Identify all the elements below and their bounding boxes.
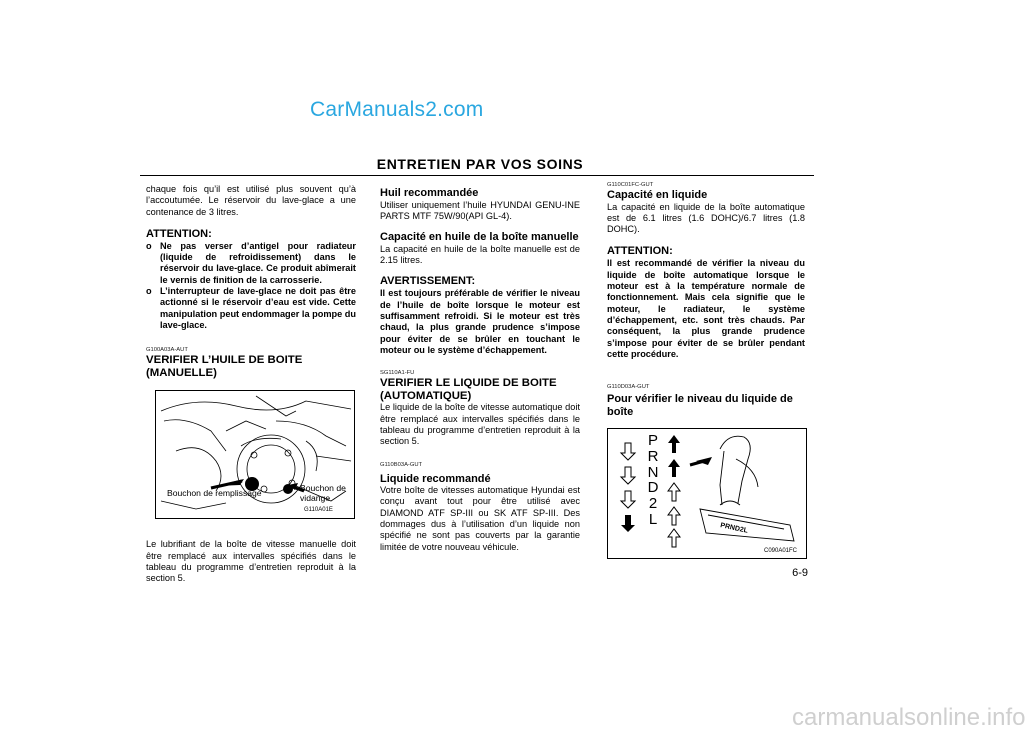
warning-paragraph: Il est toujours préférable de vérifier le niveau de l’huile de boîte lorsque le moteur est suffisamment refroidi. Si le moteur est très chaud, la plus grande prudence s’impose pour éviter de se brûler en touchant le moteur ou le système d’échappement. — [380, 288, 580, 355]
title-rule — [140, 175, 814, 176]
selector-figure — [607, 428, 807, 559]
dipstick-letters: PRND2L — [719, 522, 749, 535]
figure-caption-paragraph: Le lubrifiant de la boîte de vitesse manuelle doit être remplacé aux intervalles spécifiés dans le tableau du programme d’entretien reproduit à la section 5. — [146, 539, 356, 584]
column-3 — [607, 182, 805, 418]
check-level-heading: Pour vérifier le niveau du liquide de boîte — [607, 393, 793, 418]
gear-r: R — [647, 447, 659, 465]
gearbox-figure — [155, 390, 355, 519]
figure-code: G110A01E — [304, 507, 333, 513]
gear-2: 2 — [648, 495, 658, 513]
selector-figure-code: C090A01FC — [764, 548, 798, 554]
page-title: ENTRETIEN PAR VOS SOINS — [376, 156, 584, 172]
attention-item: o Ne pas verser d’antigel pour radiateur (liquide de refroidissement) dans le réservoir du lave-glace. Ce produit abîmerait le vernis de finition de la carrosserie. — [146, 240, 356, 285]
check-level-code: G110D03A-GUT — [607, 384, 650, 391]
watermark: CarManuals2.com — [310, 98, 484, 121]
auto-section-code: SG110A1-FU — [380, 370, 415, 377]
oil-heading: Huil recommandée — [380, 187, 479, 199]
column-2 — [380, 187, 580, 553]
oil-paragraph: Utiliser uniquement l’huile HYUNDAI GENU-INE PARTS MTF 75W/90(API GL-4). — [380, 199, 580, 221]
attention-list — [146, 241, 356, 331]
auto-section-heading: VERIFIER LE LIQUIDE DE BOITE (AUTOMATIQUE) — [380, 377, 557, 402]
gear-n: N — [647, 463, 659, 481]
liquid-code: G110B03A-GUT — [380, 461, 423, 468]
attention-paragraph-2: Il est recommandé de vérifier la niveau du liquide de boîte automatique lorsque le moteur est à la température normale de fonctionnement. Mais cela signifie que le moteur, le radiateur, le système d’échappement, etc. sont très chauds. Par conséquent, la plus grande prudence s’impose pour éviter de se brûler pendant cette procédure. — [607, 258, 805, 359]
attention-item: o L’interrupteur de lave-glace ne doit pas être actionné si le réservoir d’eau est vide. Cette manipulation peut endommager la pompe du lave-glace. — [146, 286, 357, 330]
liquid-heading: Liquide recommandé — [380, 472, 491, 485]
liquid-paragraph: Votre boîte de vitesses automatique Hyundai est conçu avant tout pour être utilisé avec DIAMOND ATF SP-III ou SK ATF SP-III. Des dommages dus à l’utilisation d’un liquide non spécifié ne sont pas couverts par la garantie limitée de votre nouveau véhicule. — [380, 485, 580, 552]
filler-plug-label: Bouchon de remplissage — [167, 488, 262, 498]
gear-p: P — [647, 432, 658, 449]
gear-l: L — [648, 510, 658, 528]
intro-paragraph: chaque fois qu’il est utilisé plus souvent qu’à l’accoutumée. Le réservoir du lave-glace a une contenance de 3 litres. — [146, 184, 356, 217]
capacity-heading: Capacité en huile de la boîte manuelle — [380, 231, 579, 244]
capacity-paragraph: La capacité en huile de la boîte manuelle est de 2.15 litres. — [380, 243, 580, 266]
attention-heading: ATTENTION: — [146, 227, 212, 240]
capacity-liquid-heading: Capacité en liquide — [607, 189, 708, 201]
capacity-code: G110C01FC-GUT — [607, 182, 654, 188]
page-number: 6-9 — [792, 567, 808, 579]
attention-heading-2: ATTENTION: — [607, 245, 673, 258]
auto-paragraph: Le liquide de la boîte de vitesse automatique doit être remplacé aux intervalles spécifiés dans le tableau du programme d’entretien reproduit à la section 5. — [380, 402, 580, 447]
capacity-liquid-paragraph: La capacité en liquide de la boîte automatique est de 6.1 litres (1.6 DOHC)/6.7 litres (1.8 DOHC). — [607, 201, 805, 235]
drain-plug-label: Bouchon de vidange — [300, 483, 346, 503]
selector-drawing — [608, 429, 806, 558]
gear-d: D — [647, 479, 659, 497]
section-heading: VERIFIER L’HUILE DE BOITE (MANUELLE) — [146, 354, 303, 379]
footer-watermark: carmanualsonline.info — [792, 704, 1025, 731]
warning-heading: AVERTISSEMENT: — [380, 275, 476, 288]
column-1 — [146, 184, 356, 585]
section-code: G100A03A-AUT — [146, 347, 188, 354]
